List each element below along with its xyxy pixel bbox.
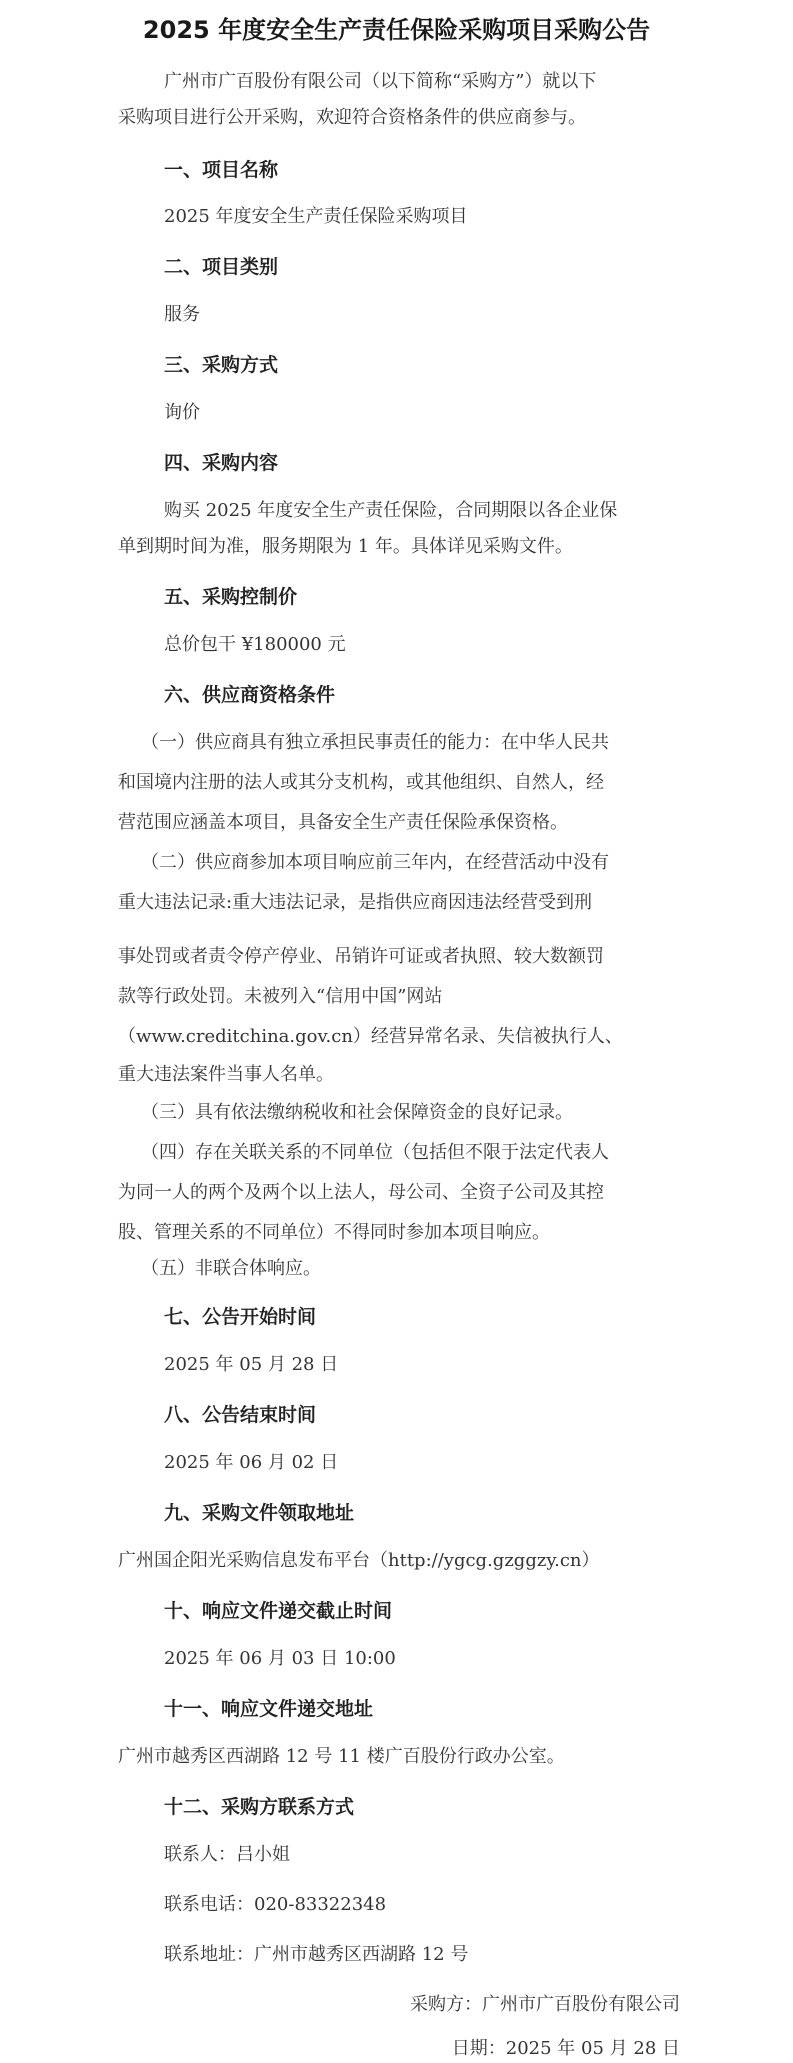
section-heading: 四、采购内容 [164, 452, 279, 474]
section-line: 营范围应涵盖本项目，具备安全生产责任保险承保资格。 [118, 812, 568, 833]
section-body: 2025 年 05 月 28 日 [164, 1354, 339, 1375]
section-line: 购买 2025 年度安全生产责任保险，合同期限以各企业保 [164, 500, 618, 521]
section-line: 股、管理关系的不同单位）不得同时参加本项目响应。 [118, 1222, 550, 1243]
section-heading: 十一、响应文件递交地址 [164, 1698, 374, 1720]
section-heading: 七、公告开始时间 [164, 1306, 317, 1328]
section-heading: 二、项目类别 [164, 256, 279, 278]
section-line: 款等行政处罚。未被列入“信用中国”网站 [118, 986, 443, 1007]
section-heading: 八、公告结束时间 [164, 1404, 317, 1426]
section-line: 重大违法记录:重大违法记录，是指供应商因违法经营受到刑 [118, 892, 593, 913]
section-body: 询价 [164, 402, 200, 423]
section-line: （二）供应商参加本项目响应前三年内，在经营活动中没有 [141, 852, 609, 873]
section-line: （四）存在关联关系的不同单位（包括但不限于法定代表人 [141, 1142, 609, 1163]
section-body: 2025 年度安全生产责任保险采购项目 [164, 206, 468, 227]
section-body: 2025 年 06 月 03 日 10:00 [164, 1648, 396, 1669]
section-line: 重大违法案件当事人名单。 [118, 1064, 334, 1085]
section-line: （三）具有依法缴纳税收和社会保障资金的良好记录。 [141, 1102, 573, 1123]
section-line: 和国境内注册的法人或其分支机构，或其他组织、自然人，经 [118, 772, 604, 793]
contact-phone: 联系电话：020-83322348 [164, 1894, 387, 1915]
section-line: 事处罚或者责令停产停业、吊销许可证或者执照、较大数额罚 [118, 946, 604, 967]
intro-line: 广州市广百股份有限公司（以下简称“采购方”）就以下 [164, 71, 597, 92]
signature-buyer: 采购方：广州市广百股份有限公司 [410, 1994, 680, 2015]
section-heading: 一、项目名称 [164, 159, 279, 181]
section-body: 广州市越秀区西湖路 12 号 11 楼广百股份行政办公室。 [118, 1746, 565, 1767]
section-line: （一）供应商具有独立承担民事责任的能力：在中华人民共 [141, 732, 609, 753]
section-line: 为同一人的两个及两个以上法人，母公司、全资子公司及其控 [118, 1182, 604, 1203]
section-heading: 五、采购控制价 [164, 586, 298, 608]
section-body: 广州国企阳光采购信息发布平台（http://ygcg.gzggzy.cn） [118, 1550, 600, 1571]
section-heading: 六、供应商资格条件 [164, 684, 336, 706]
intro-line: 采购项目进行公开采购，欢迎符合资格条件的供应商参与。 [118, 107, 586, 128]
section-body: 总价包干 ¥180000 元 [164, 634, 346, 655]
section-body: 2025 年 06 月 02 日 [164, 1452, 339, 1473]
section-line: 单到期时间为准，服务期限为 1 年。具体详见采购文件。 [118, 536, 573, 557]
section-line: （五）非联合体响应。 [141, 1258, 321, 1279]
document-title: 2025 年度安全生产责任保险采购项目采购公告 [142, 16, 651, 44]
section-heading: 九、采购文件领取地址 [164, 1502, 355, 1524]
section-heading: 十、响应文件递交截止时间 [164, 1600, 393, 1622]
section-line: （www.creditchina.gov.cn）经营异常名录、失信被执行人、 [118, 1026, 623, 1047]
section-heading: 十二、采购方联系方式 [164, 1796, 355, 1818]
contact-address: 联系地址：广州市越秀区西湖路 12 号 [164, 1944, 469, 1965]
section-body: 服务 [164, 304, 200, 325]
contact-person: 联系人：吕小姐 [164, 1844, 290, 1865]
section-heading: 三、采购方式 [164, 354, 279, 376]
signature-date: 日期：2025 年 05 月 28 日 [451, 2038, 680, 2059]
